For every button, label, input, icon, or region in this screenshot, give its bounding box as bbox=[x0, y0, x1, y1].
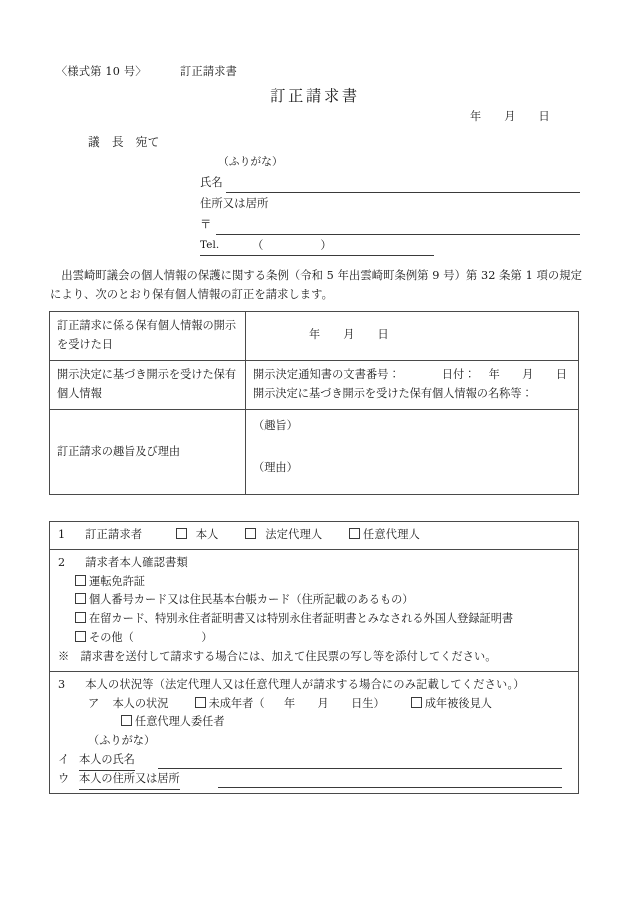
item-2-option-license: 運転免許証 bbox=[89, 574, 145, 588]
item-3-row-i-write-line[interactable] bbox=[158, 768, 562, 769]
item-3-cell bbox=[50, 671, 579, 793]
item-2-note: ※ 請求書を送付して請求する場合には、加えて住民票の写し等を添付してください。 bbox=[58, 649, 497, 663]
item-3-furigana-label: （ふりがな） bbox=[88, 734, 156, 748]
decision-date-label: 日付： bbox=[441, 367, 476, 381]
checkbox-adult-ward[interactable] bbox=[411, 697, 422, 708]
address-label: 住所又は居所 bbox=[200, 196, 269, 210]
item-2-option-license-row[interactable] bbox=[58, 573, 570, 592]
item-2-option-other-label: その他（ bbox=[89, 631, 134, 645]
item-1-option-self: 本人 bbox=[195, 528, 219, 541]
item-2-cell bbox=[50, 549, 579, 671]
table-row bbox=[50, 549, 579, 671]
doc-number-line bbox=[253, 366, 571, 385]
checkbox-voluntary-representative[interactable] bbox=[349, 528, 360, 539]
item-3-row-u[interactable] bbox=[58, 770, 570, 789]
item-3-row-i-key: イ bbox=[58, 752, 70, 766]
statute-paragraph: 出雲崎町議会の個人情報の保護に関する条例（令和 5 年出雲崎町条例第 9 号）第 32 条第 1 項の規定により、次のとおり保有個人情報の訂正を請求します。 bbox=[50, 269, 582, 302]
item-2-option-other-row[interactable] bbox=[58, 629, 570, 648]
checkbox-self[interactable] bbox=[176, 528, 187, 539]
postal-field-row[interactable] bbox=[200, 216, 580, 237]
addressee: 議 長 宛て bbox=[88, 135, 160, 149]
reason-label: （理由） bbox=[253, 461, 298, 475]
disclosed-info-value[interactable] bbox=[246, 360, 579, 410]
item-3-number: 3 bbox=[58, 677, 66, 691]
header-date-line: 年 月 日 bbox=[470, 110, 550, 123]
disclosure-info-table bbox=[49, 311, 579, 495]
item-3-option-delegator: 任意代理人委任者 bbox=[135, 715, 225, 729]
checkbox-other[interactable] bbox=[75, 631, 86, 642]
received-date-value[interactable] bbox=[246, 312, 579, 361]
page-title: 訂正請求書 bbox=[270, 87, 360, 105]
applicant-block bbox=[200, 174, 580, 258]
postal-code-icon: 〒 bbox=[200, 217, 212, 231]
decision-date-value: 年 月 日 bbox=[488, 367, 567, 381]
received-date-label: 訂正請求に係る保有個人情報の開示を受けた日 bbox=[50, 312, 246, 361]
tel-field-row[interactable] bbox=[200, 237, 580, 258]
form-number-title: 訂正請求書 bbox=[180, 65, 238, 78]
table-row bbox=[50, 360, 579, 410]
name-write-line[interactable] bbox=[226, 192, 580, 193]
received-date-text: 年 月 日 bbox=[309, 328, 389, 342]
checkbox-residence-card[interactable] bbox=[75, 612, 86, 623]
item-3-row-a[interactable] bbox=[58, 695, 570, 714]
item-3-row-u-key: ウ bbox=[58, 771, 70, 785]
item-2-option-mynumber-row[interactable] bbox=[58, 591, 570, 610]
form-number: 〈様式第 10 号〉 bbox=[56, 65, 147, 78]
item-3-row-i-label: 本人の氏名 bbox=[79, 751, 135, 771]
item-1-option-voluntary: 任意代理人 bbox=[362, 528, 421, 541]
table-row bbox=[50, 410, 579, 495]
table-row bbox=[50, 522, 579, 550]
item-3-option-minor: 未成年者（ bbox=[208, 696, 265, 710]
name-label: 氏名 bbox=[200, 175, 223, 189]
form-number-line bbox=[56, 63, 237, 80]
item-3-minor-birthdate: 年 月 日生） bbox=[283, 696, 385, 710]
item-2-number: 2 bbox=[58, 555, 66, 569]
item-2-option-mynumber: 個人番号カード又は住民基本台帳カード（住所記載のあるもの） bbox=[89, 593, 414, 607]
checkbox-mynumber-card[interactable] bbox=[75, 593, 86, 604]
item-1-cell bbox=[50, 522, 579, 550]
item-1-number: 1 bbox=[58, 528, 66, 541]
checkbox-minor[interactable] bbox=[195, 697, 206, 708]
purpose-reason-label: 訂正請求の趣旨及び理由 bbox=[50, 410, 246, 495]
applicant-details-table bbox=[49, 521, 579, 794]
item-2-option-residence-card: 在留カード、特別永住者証明書又は特別永住者証明書とみなされる外国人登録証明書 bbox=[89, 612, 514, 626]
item-3-row-a-label: 本人の状況 bbox=[112, 696, 169, 710]
tel-area-code-parens: （ ） bbox=[252, 238, 332, 252]
item-3-line bbox=[58, 676, 570, 695]
purpose-label: （趣旨） bbox=[253, 419, 298, 433]
item-3-row-a-second[interactable] bbox=[58, 713, 570, 732]
item-3-option-adult-ward: 成年被後見人 bbox=[424, 696, 492, 710]
item-3-row-u-label: 本人の住所又は居所 bbox=[79, 770, 180, 790]
disclosed-info-label: 開示決定に基づき開示を受けた保有個人情報 bbox=[50, 360, 246, 410]
checkbox-drivers-license[interactable] bbox=[75, 575, 86, 586]
tel-write-line[interactable] bbox=[200, 255, 434, 256]
item-3-row-u-write-line[interactable] bbox=[218, 787, 562, 788]
item-2-title: 請求者本人確認書類 bbox=[85, 555, 188, 569]
table-row bbox=[50, 671, 579, 793]
purpose-reason-value[interactable] bbox=[246, 410, 579, 495]
furigana-label: （ふりがな） bbox=[218, 155, 283, 168]
item-3-row-a-key: ア bbox=[88, 696, 100, 710]
item-3-title: 本人の状況等（法定代理人又は任意代理人が請求する場合にのみ記載してください。） bbox=[85, 677, 525, 691]
info-name-label: 開示決定に基づき開示を受けた保有個人情報の名称等： bbox=[253, 387, 533, 401]
doc-number-label: 開示決定通知書の文書番号： bbox=[253, 367, 400, 381]
name-field-row[interactable] bbox=[200, 174, 580, 195]
item-3-row-i[interactable] bbox=[58, 751, 570, 770]
item-1-title: 訂正請求者 bbox=[85, 528, 143, 541]
purpose-reason-body[interactable] bbox=[253, 415, 571, 489]
checkbox-voluntary-delegator[interactable] bbox=[121, 715, 132, 726]
item-2-option-other-close: ） bbox=[201, 631, 213, 645]
address-label-row bbox=[200, 195, 580, 216]
item-1-option-legal: 法定代理人 bbox=[265, 528, 323, 541]
address-write-line[interactable] bbox=[216, 234, 580, 235]
item-1-line bbox=[58, 526, 570, 545]
table-row bbox=[50, 312, 579, 361]
item-2-line bbox=[58, 554, 570, 573]
tel-label: Tel. bbox=[200, 239, 220, 251]
checkbox-legal-representative[interactable] bbox=[245, 528, 256, 539]
item-2-option-residence-card-row[interactable] bbox=[58, 610, 570, 629]
